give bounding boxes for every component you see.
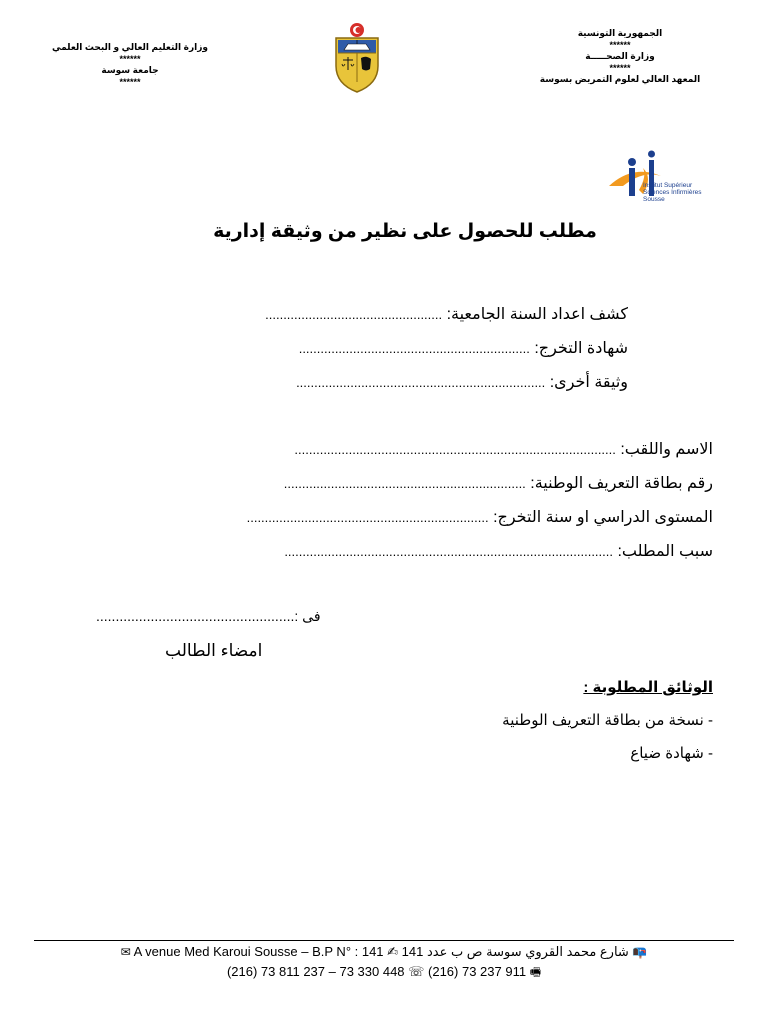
page-title: مطلب للحصول على نظير من وثيقة إدارية (213, 221, 597, 242)
footer-divider (34, 940, 734, 941)
envelope-icon: ✉ (120, 945, 131, 959)
required-document-item: - شهادة ضياع (630, 745, 713, 762)
header-left-line: جامعة سوسة (101, 65, 159, 75)
fill-in-dots: ........................................................................................... (284, 544, 613, 559)
fill-in-dots: ................................................. (265, 307, 443, 322)
coat-of-arms-emblem (330, 22, 384, 94)
logo-text-line: Sciences Infirmières (643, 189, 702, 196)
footer-phones-text: (216) 73 811 237 – 73 330 448 ☏ (216) 73 237 911 (226, 964, 527, 979)
mailbox-icon: 📭 (632, 945, 648, 959)
field-label: رقم بطاقة التعريف الوطنية: (530, 475, 713, 492)
date-field[interactable]: فى :................................................... (96, 608, 321, 624)
document-label: وثيقة أخرى: (549, 374, 628, 391)
logo-text-line: Sousse (643, 196, 665, 203)
field-label: سبب المطلب: (617, 543, 713, 560)
coat-of-arms-icon (330, 22, 384, 94)
fill-in-dots: ................................................................... (246, 510, 489, 525)
footer-address-text: A venue Med Karoui Sousse – B.P N° : 141 ✍ 141 شارع محمد القروي سوسة ص ب عدد (133, 944, 629, 959)
id-card-field[interactable] (284, 473, 713, 493)
header-right-line: ****** (609, 39, 631, 50)
field-label: المستوى الدراسي او سنة التخرج: (493, 509, 713, 526)
document-label: شهادة التخرج: (534, 340, 628, 357)
reason-field[interactable] (284, 541, 713, 561)
required-documents-heading: الوثائق المطلوبة : (583, 679, 713, 696)
header-right-line: المعهد العالي لعلوم التمريض بسوسة (539, 74, 701, 84)
fax-icon: 🖷 (529, 965, 542, 979)
header-right-line: الجمهورية التونسية (577, 28, 663, 38)
field-label: الاسم واللقب: (620, 441, 713, 458)
document-line[interactable] (296, 372, 628, 392)
required-document-item: - نسخة من بطاقة التعريف الوطنية (502, 712, 713, 729)
footer-phones (0, 963, 768, 984)
issi-logo-icon (603, 146, 713, 212)
institute-logo (603, 146, 713, 212)
header-right-line: ****** (609, 62, 631, 73)
fill-in-dots: ................................................................ (298, 341, 530, 356)
header-right-line: وزارة الصحـــــة (585, 51, 655, 61)
fill-in-dots: ................................................................... (283, 476, 526, 491)
header-left-line: ****** (119, 53, 141, 64)
document-line[interactable] (265, 304, 628, 324)
document-line[interactable] (299, 338, 628, 358)
document-label: كشف اعداد السنة الجامعية: (446, 306, 628, 323)
fill-in-dots: ..................................................................... (296, 375, 546, 390)
study-level-field[interactable] (247, 507, 713, 527)
header-right (530, 28, 710, 86)
header-left-line: وزارة التعليم العالي و البحث العلمي (52, 42, 208, 52)
header-left-line: ****** (119, 76, 141, 87)
student-signature-label: امضاء الطالب (165, 641, 263, 660)
footer-address (0, 944, 768, 960)
header-left (40, 42, 220, 88)
name-field[interactable] (294, 439, 713, 459)
logo-text-line: Institut Supérieur (643, 182, 693, 189)
fill-in-dots: ......................................................................................... (294, 442, 616, 457)
